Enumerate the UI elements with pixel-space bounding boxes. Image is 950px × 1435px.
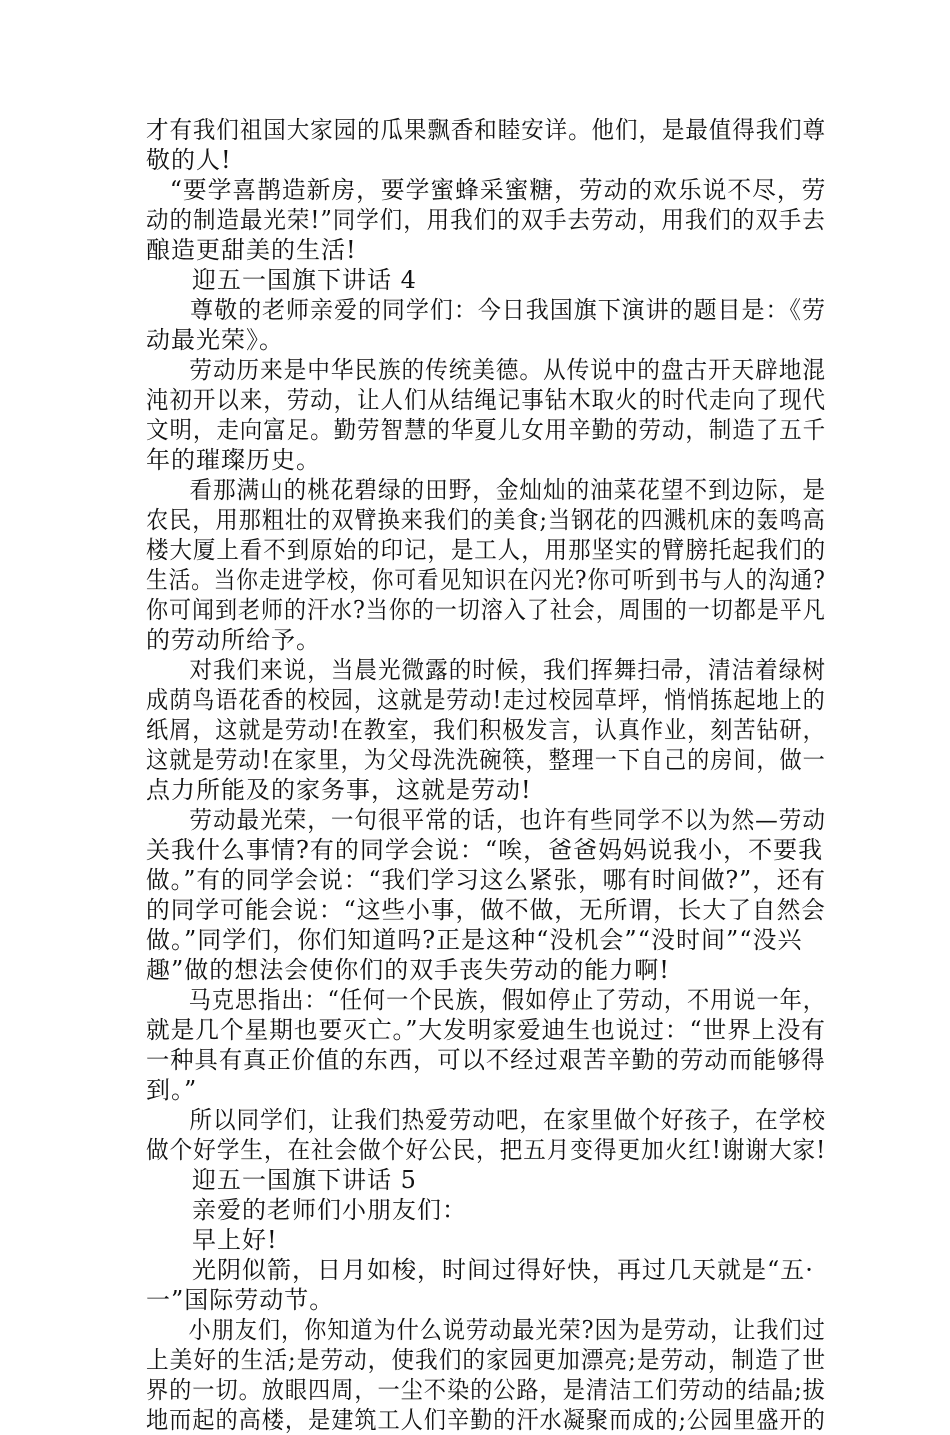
text-line: 劳动最光荣，一句很平常的话，也许有些同学不以为然—劳动 — [189, 806, 826, 834]
text-line: 对我们来说，当晨光微露的时候，我们挥舞扫帚，清洁着绿树 — [189, 656, 826, 684]
text-line: 一”国际劳动节。 — [146, 1286, 335, 1314]
text-line: 尊敬的老师亲爱的同学们：今日我国旗下演讲的题目是：《劳 — [190, 296, 826, 324]
text-line: 文明，走向富足。勤劳智慧的华夏儿女用辛勤的劳动，制造了五千 — [146, 416, 827, 444]
text-line: 才有我们祖国大家园的瓜果飘香和睦安详。他们，是最值得我们尊 — [146, 116, 827, 144]
text-line: 上美好的生活;是劳动，使我们的家园更加漂亮;是劳动，制造了世 — [146, 1346, 827, 1374]
text-line: 趣”做的想法会使你们的双手丧失劳动的能力啊! — [146, 956, 670, 984]
text-line: 年的璀璨历史。 — [146, 446, 321, 474]
text-line: 的同学可能会说：“这些小事，做不做，无所谓，长大了自然会 — [146, 896, 827, 924]
text-line: 劳动历来是中华民族的传统美德。从传说中的盘古开天辟地混 — [189, 356, 826, 384]
text-line: 早上好! — [192, 1226, 278, 1254]
text-line: 生活。当你走进学校，你可看见知识在闪光?你可听到书与人的沟通? — [146, 566, 826, 594]
text-line: 这就是劳动!在家里，为父母洗洗碗筷，整理一下自己的房间，做一 — [146, 746, 826, 774]
text-line: 关我什么事情?有的同学会说：“唉，爸爸妈妈说我小，不要我 — [146, 836, 824, 864]
document-body — [146, 115, 826, 1435]
text-line: 看那满山的桃花碧绿的田野，金灿灿的油菜花望不到边际，是 — [189, 476, 826, 504]
text-line: 所以同学们，让我们热爱劳动吧，在家里做个好孩子，在学校 — [189, 1106, 826, 1134]
text-line: 亲爱的老师们小朋友们： — [192, 1196, 467, 1224]
text-line: 纸屑，这就是劳动!在教室，我们积极发言，认真作业，刻苦钻研， — [146, 716, 826, 744]
text-line: 马克思指出：“任何一个民族，假如停止了劳动，不用说一年， — [188, 986, 826, 1014]
text-line: 点力所能及的家务事，这就是劳动! — [146, 776, 532, 804]
text-line: 农民，用那粗壮的双臂换来我们的美食;当钢花的四溅机床的轰鸣高 — [146, 506, 826, 534]
text-line: 界的一切。放眼四周，一尘不染的公路，是清洁工们劳动的结晶;拔 — [146, 1376, 826, 1404]
section-heading: 迎五一国旗下讲话 4 — [192, 266, 417, 294]
text-line: 动最光荣》。 — [146, 326, 284, 354]
text-line: 沌初开以来，劳动，让人们从结绳记事钻木取火的时代走向了现代 — [146, 386, 827, 414]
text-line: 一种具有真正价值的东西，可以不经过艰苦辛勤的劳动而能够得 — [146, 1046, 826, 1074]
text-line: 做。”同学们，你们知道吗?正是这种“没机会”“没时间”“没兴 — [146, 926, 803, 954]
text-line: 地而起的高楼，是建筑工人们辛勤的汗水凝聚而成的;公园里盛开的 — [146, 1406, 826, 1434]
text-line: 到。” — [146, 1076, 198, 1104]
section-heading: 迎五一国旗下讲话 5 — [192, 1166, 417, 1194]
text-line: “要学喜鹊造新房，要学蜜蜂采蜜糖，劳动的欢乐说不尽，劳 — [169, 176, 827, 204]
text-line: 做。”有的同学会说：“我们学习这么紧张，哪有时间做?”，还有 — [146, 866, 826, 894]
text-line: 小朋友们，你知道为什么说劳动最光荣?因为是劳动，让我们过 — [188, 1316, 826, 1344]
text-line: 酿造更甜美的生活! — [146, 236, 357, 264]
text-line: 动的制造最光荣!”同学们，用我们的双手去劳动，用我们的双手去 — [146, 206, 826, 234]
text-line: 光阴似箭，日月如梭，时间过得好快，再过几天就是“五· — [192, 1256, 814, 1284]
text-line: 敬的人! — [146, 146, 232, 174]
text-line: 的劳动所给予。 — [146, 626, 321, 654]
text-line: 做个好学生，在社会做个好公民，把五月变得更加火红!谢谢大家! — [146, 1136, 827, 1164]
text-line: 成荫鸟语花香的校园，这就是劳动!走过校园草坪，悄悄拣起地上的 — [146, 686, 826, 714]
text-line: 你可闻到老师的汗水?当你的一切溶入了社会，周围的一切都是平凡 — [146, 596, 826, 624]
text-line: 就是几个星期也要灭亡。”大发明家爱迪生也说过：“世界上没有 — [146, 1016, 826, 1044]
text-line: 楼大厦上看不到原始的印记，是工人，用那坚实的臂膀托起我们的 — [146, 536, 827, 564]
